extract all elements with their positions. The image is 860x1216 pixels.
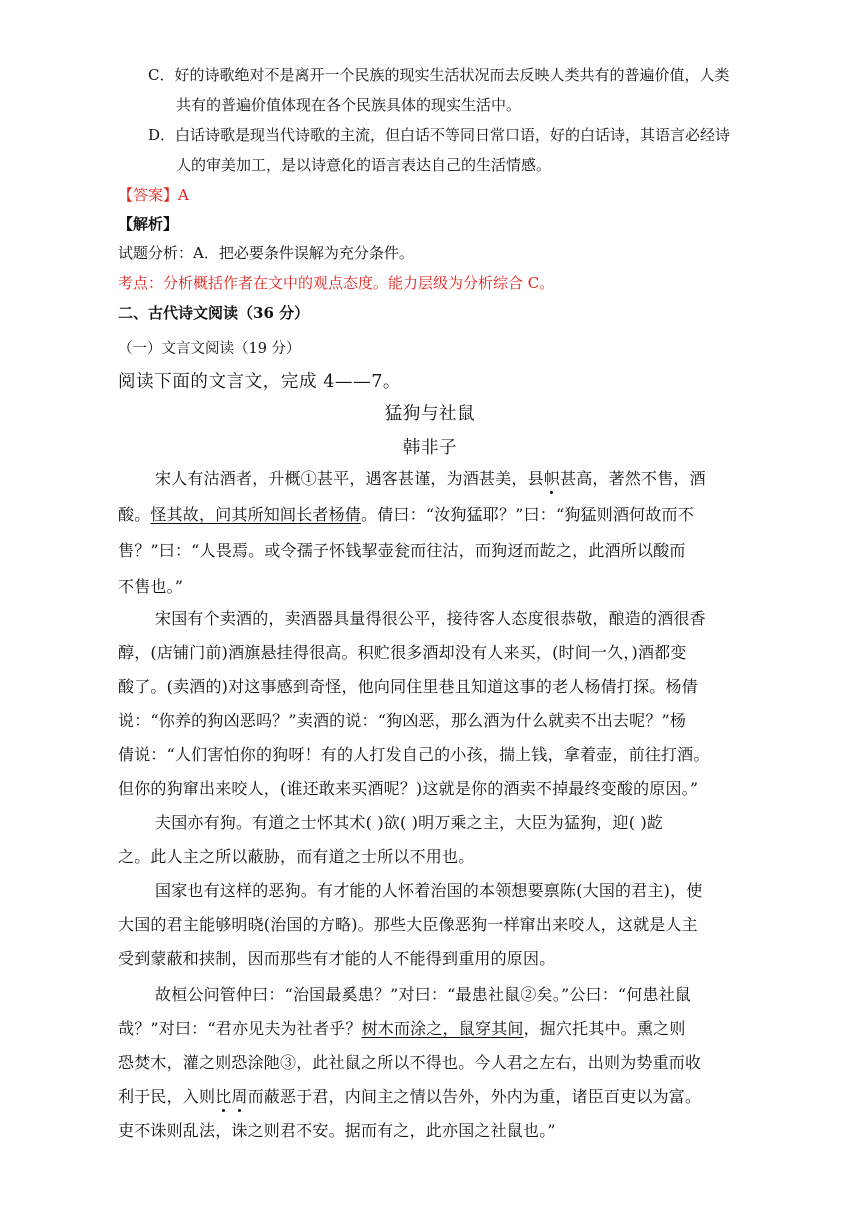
classical-p2-line-1: 夫国亦有狗。有道之士怀其术( )欲( )明万乘之主，大臣为猛狗，迎( )龁 (155, 813, 664, 832)
option-c-line-2: 共有的普遍价值体现在各个民族具体的现实生活中。 (176, 96, 522, 114)
translation-2-line-2: 大国的君主能够明晓(治国的方略)。那些大臣像恶狗一样窜出来咬人，这就是人主 (118, 915, 698, 934)
classical-p3-line-2: 哉？”对曰：“君亦见夫为社者乎？树木而涂之，鼠穿其间，掘穴托其中。熏之则 (118, 1019, 686, 1038)
passage-title: 猛狗与社鼠 (384, 404, 476, 424)
underlined-sentence: 树木而涂之，鼠穿其间 (361, 1019, 524, 1038)
classical-p1-line-1: 宋人有沽酒者，升概①甚平，遇客甚谨，为酒甚美，县帜甚高，著然不售，酒 (155, 469, 706, 488)
classical-p3-line-5: 吏不诛则乱法，诛之则君不安。据而有之，此亦国之社鼠也。” (118, 1121, 556, 1140)
analysis-heading: 【解析】 (118, 215, 179, 233)
option-d-line-2: 人的审美加工，是以诗意化的语言表达自己的生活情感。 (176, 156, 552, 174)
reading-instruction: 阅读下面的文言文，完成 4——7。 (118, 372, 402, 392)
translation-1-line-2: 醇，(店铺门前)酒旗悬挂得很高。积贮很多酒却没有人来买，(时间一久，)酒都变 (118, 643, 687, 662)
answer-line (118, 188, 189, 203)
kaodian-text: 考点：分析概括作者在文中的观点态度。能力层级为分析综合 C。 (118, 274, 555, 292)
translation-1-line-5: 倩说：“人们害怕你的狗呀！有的人打发自己的小孩，揣上钱，拿着壶，前往打酒。 (118, 745, 710, 764)
emphasis-dot-char: 帜 (543, 469, 561, 488)
classical-p2-line-2: 之。此人主之所以蔽胁，而有道之士所以不用也。 (118, 847, 475, 866)
classical-p3-line-1: 故桓公问管仲曰：“治国最奚患？”对曰：“最患社鼠②矣。”公曰：“何患社鼠 (155, 985, 692, 1004)
classical-p1-line-4: 不售也。” (118, 577, 184, 596)
section-subtitle: （一）文言文阅读（19 分） (118, 341, 301, 357)
classical-p3-line-3: 恐焚木，灌之则恐涂阤③，此社鼠之所以不得也。今人君之左右，出则为势重而收 (118, 1053, 702, 1072)
answer-tag: 【答案】 (118, 186, 179, 204)
emphasis-dot-char: 比 (215, 1087, 232, 1106)
underlined-sentence: 怪其故，问其所知闾长者杨倩 (150, 505, 362, 524)
option-c-line-1: C．好的诗歌绝对不是离开一个民族的现实生活状况而去反映人类共有的普遍价值，人类 (148, 66, 730, 84)
translation-2-line-1: 国家也有这样的恶狗。有才能的人怀着治国的本领想要禀陈(大国的君主)，使 (155, 881, 703, 900)
translation-1-line-3: 酸了。(卖酒的)对这事感到奇怪，他向同住里巷且知道这事的老人杨倩打探。杨倩 (118, 677, 698, 696)
translation-1-line-6: 但你的狗窜出来咬人，(谁还敢来买酒呢？)这就是你的酒卖不掉最终变酸的原因。” (118, 779, 699, 798)
passage-author: 韩非子 (402, 438, 458, 458)
section-title: 二、古代诗文阅读（36 分） (118, 304, 310, 322)
emphasis-dot-char: 周 (231, 1087, 248, 1106)
classical-p1-line-3: 售？”曰：“人畏焉。或令孺子怀钱挈壶瓮而往沽，而狗迓而龁之，此酒所以酸而 (118, 541, 686, 560)
classical-p1-line-2: 酸。怪其故，问其所知闾长者杨倩。倩曰：“汝狗猛耶？”曰：“狗猛则酒何故而不 (118, 505, 694, 524)
option-d-line-1: D．白话诗歌是现当代诗歌的主流，但白话不等同日常口语，好的白话诗，其语言必经诗 (148, 126, 731, 144)
translation-1-line-1: 宋国有个卖酒的，卖酒器具量得很公平，接待客人态度很恭敬，酿造的酒很香 (155, 609, 706, 628)
translation-1-line-4: 说：“你养的狗凶恶吗？”卖酒的说：“狗凶恶，那么酒为什么就卖不出去呢？”杨 (118, 711, 687, 730)
classical-p3-line-4: 利于民，入则比周而蔽恶于君，内间主之情以告外，外内为重，诸臣百吏以为富。 (118, 1087, 702, 1106)
translation-2-line-3: 受到蒙蔽和挟制，因而那些有才能的人不能得到重用的原因。 (118, 949, 556, 968)
answer-value: A (178, 186, 189, 204)
analysis-text: 试题分析：A．把必要条件误解为充分条件。 (118, 244, 414, 262)
